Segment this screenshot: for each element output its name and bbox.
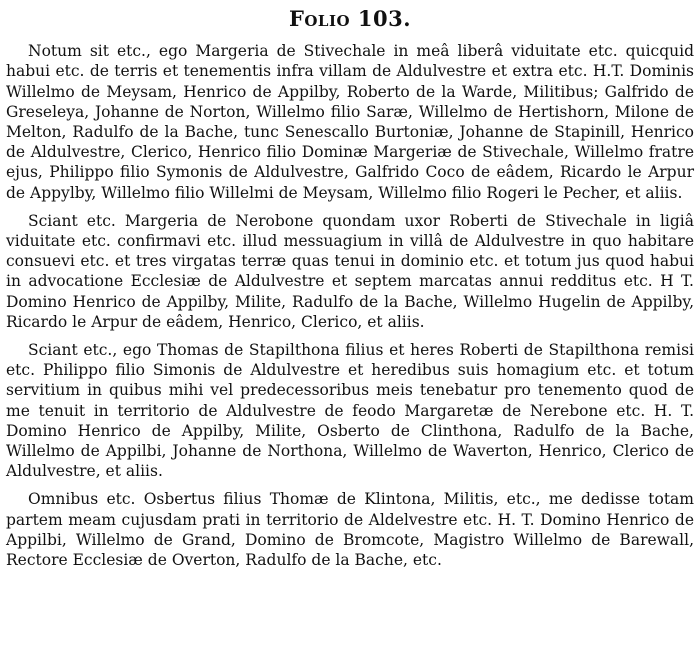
folio-heading: Folio 103. bbox=[288, 6, 412, 31]
charter-paragraph-1: Notum sit etc., ego Margeria de Stivechale in meâ liberâ viduitate etc. quicquid habui etc. de terris et tenementis infra villam de Aldulvestre et extra etc. H.T. Dominis Willelmo de Meysam, Henrico de Appilby, Roberto de la Warde, Militibus; Galfrido de Greseleya, Johanne de Norton, Willelmo filio Saræ, Willelmo de Hertishorn, Milone de Melton, Radulfo de la Bache, tunc Senescallo Burtoniæ, Johanne de Stapinill, Henrico de Aldulvestre, Clerico, Henrico filio Dominæ Margeriæ de Stivechale, Willelmo fratre ejus, Philippo filio Symonis de Aldulvestre, Galfrido Coco de eâdem, Ricardo le Arpur de Appylby, Willelmo filio Willelmi de Meysam, Willelmo filio Rogeri le Pecher, et aliis. bbox=[6, 42, 694, 202]
charter-paragraph-2: Sciant etc. Margeria de Nerobone quondam uxor Roberti de Stivechale in ligiâ viduitate etc. confirmavi etc. illud messuagium in villâ de Aldulvestre in quo habitare consuevi etc. et tres virgatas terræ quas tenui in dominio etc. et totum jus quod habui in advocatione Ecclesiæ de Aldulvestre et septem marcatas annui redditus etc. H T. Domino Henrico de Appilby, Milite, Radulfo de la Bache, Willelmo Hugelin de Appilby, Ricardo le Arpur de eâdem, Henrico, Clerico, et aliis. bbox=[6, 211, 694, 331]
charter-paragraph-3: Sciant etc., ego Thomas de Stapilthona filius et heres Roberti de Stapilthona remisi etc. Philippo filio Simonis de Aldulvestre et heredibus suis homagium etc. et totum servitium in quibus mihi vel predecessoribus meis tenebatur pro tenemento quod de me tenuit in territorio de Aldulvestre de feodo Margaretæ de Nerebone etc. H. T. Domino Henrico de Appilby, Milite, Osberto de Clinthona, Radulfo de la Bache, Willelmo de Appilbi, Johanne de Northona, Willelmo de Waverton, Henrico, Clerico de Aldulvestre, et aliis. bbox=[6, 341, 694, 481]
charter-paragraph-4: Omnibus etc. Osbertus filius Thomæ de Klintona, Militis, etc., me dedisse totam partem meam cujusdam prati in territorio de Aldelvestre etc. H. T. Domino Henrico de Appilbi, Willelmo de Grand, Domino de Bromcote, Magistro Willelmo de Barewall, Rectore Ecclesiæ de Overton, Radulfo de la Bache, etc. bbox=[6, 490, 694, 570]
